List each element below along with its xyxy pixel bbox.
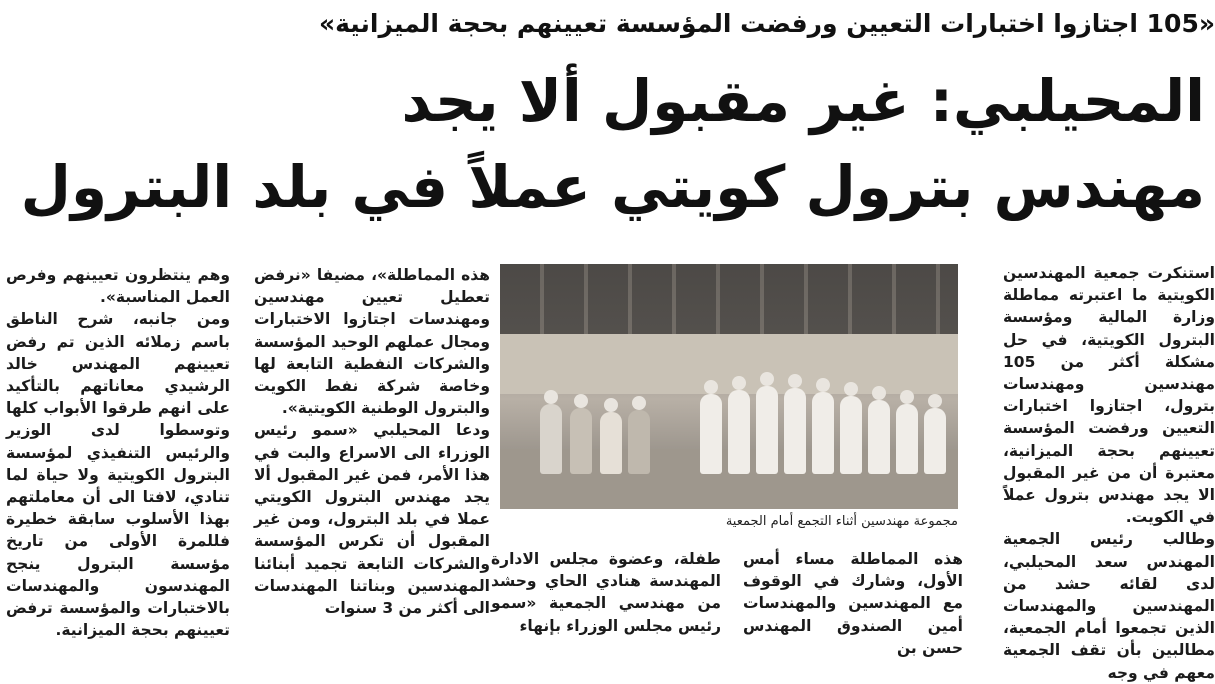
photo-caption: مجموعة مهندسين أثناء التجمع أمام الجمعية <box>725 514 958 529</box>
article-photo <box>500 264 958 509</box>
article-column-3: هذه المماطلة»، مضيفا «نرفض تعطيل تعيين مهندسين ومهندسات اجتازوا الاختبارات ومجال عملهم الوحيد المؤسسة والشركات النفطية التابعة لها وخاصة شركة نفط الكويت والبترول الوطنية الكويتية». ودعا المحيلبي «سمو رئيس الوزراء الى الاسراع والبت في هذا الأمر، فمن غير المقبول ألا يجد مهندس البترول الكويتي عملا في بلد البترول، ومن غير المقبول أن تكرس المؤسسة والشركات التابعة تجميد أبنائنا المهندسين وبناتنا المهندسات الى أكثر من 3 سنوات <box>254 266 490 618</box>
headline-line-2: مهندس بترول كويتي عملاً في بلد البترول <box>20 153 1205 221</box>
headline-line-1: المحيلبي: غير مقبول ألا يجد <box>401 67 1205 135</box>
article-column-4: وهم ينتظرون تعيينهم وفرص العمل المناسبة». ومن جانبه، شرح الناطق باسم زملائه الذين تم رفض تعيينهم المهندس خالد الرشيدي معاناتهم بالتأكيد على انهم طرقوا الأبواب كلها وتوسطوا لدى الوزير والرئيس التنفيذي لمؤسسة البترول الكويتية ولا حياة لما تنادي، لافتا الى أن معاملتهم بهذا الأسلوب سابقة خطيرة فللمرة الأولى من تاريخ مؤسسة البترول ينجح المهندسون والمهندسات بالاختبارات والمؤسسة ترفض تعيينهم بحجة الميزانية. <box>6 266 230 640</box>
article-column-3-lower: طفلة، وعضوة مجلس الادارة المهندسة هنادي الحاي وحشد من مهندسي الجمعية «سمو رئيس مجلس الوزراء بإنهاء <box>491 550 721 635</box>
article-column-1: استنكرت جمعية المهندسين الكويتية ما اعتبرته مماطلة وزارة المالية ومؤسسة البترول الكويتية، في حل مشكلة أكثر من 105 مهندسين ومهندسات بترول، اجتازوا اختبارات التعيين ورفضت المؤسسة تعيينهم بحجة الميزانية، معتبرة أن من غير المقبول الا يجد مهندس بترول عملاً في الكويت. وطالب رئيس الجمعية المهندس سعد المحيلبي، لدى لقائه حشد من المهندسين والمهندسات الذين تجمعوا أمام الجمعية، مطالبين بأن تقف الجمعية معهم في وجه <box>1003 264 1215 682</box>
article-column-2: هذه المماطلة مساء أمس الأول، وشارك في الوقوف مع المهندسين والمهندسات أمين الصندوق المهندس حسن بن <box>743 550 963 657</box>
kicker-line: «105 اجتازوا اختبارات التعيين ورفضت المؤسسة تعيينهم بحجة الميزانية» <box>318 9 1215 38</box>
